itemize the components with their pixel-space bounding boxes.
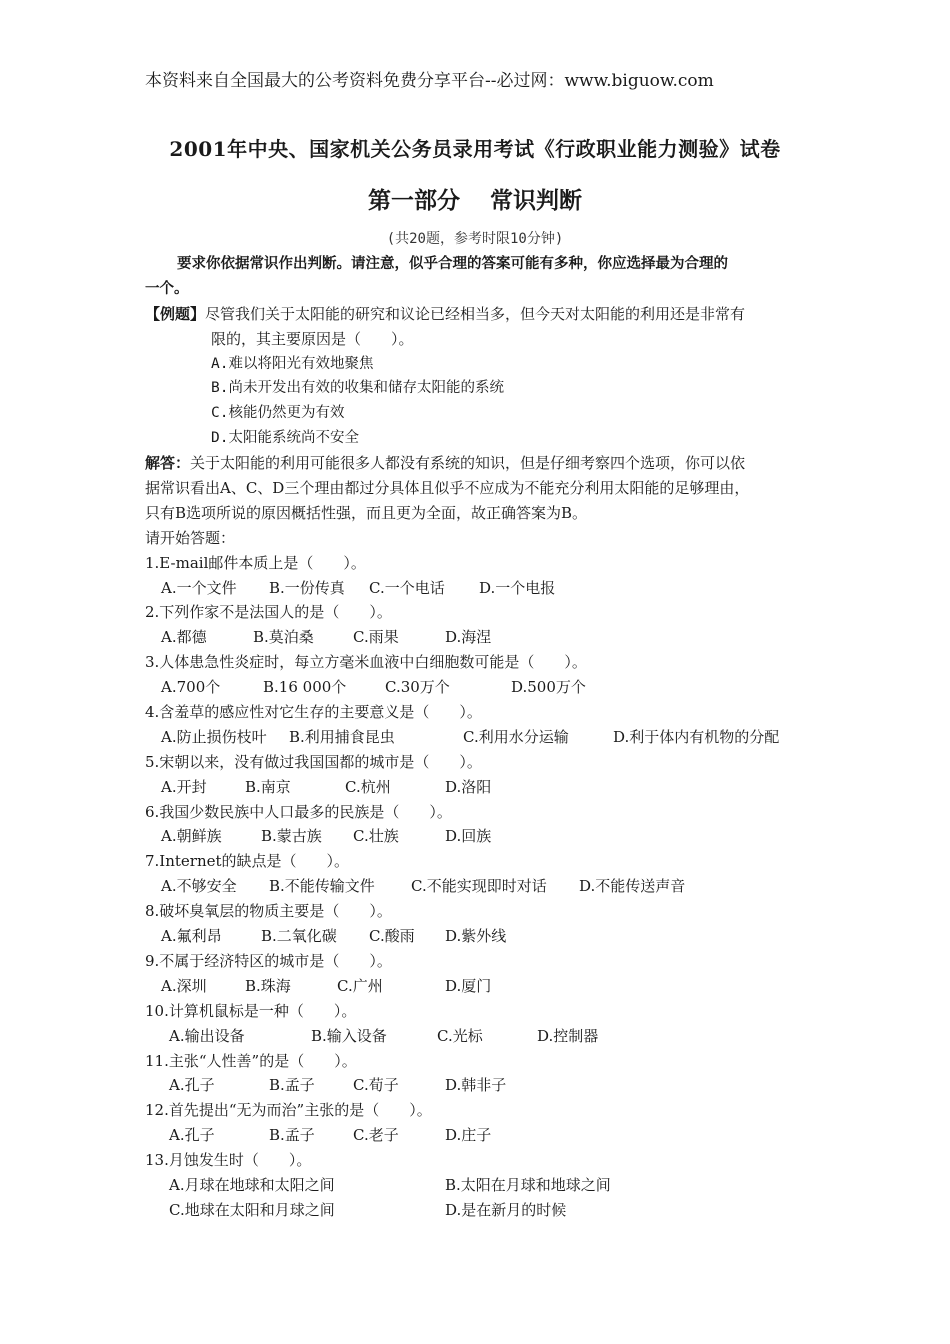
answer-label: 解答：	[145, 454, 191, 473]
question-stem: 7.Internet的缺点是（ ）。	[145, 852, 350, 871]
question-option: C.老子	[353, 1126, 399, 1145]
question-option: D.庄子	[445, 1126, 492, 1145]
question-option: B.利用捕食昆虫	[289, 727, 395, 746]
question-stem: 3.人体患急性炎症时，每立方毫米血液中白细胞数可能是（ ）。	[145, 653, 587, 672]
question-option: D.回族	[445, 827, 492, 846]
question-stem: 13.月蚀发生时（ ）。	[145, 1151, 312, 1170]
question-options	[145, 824, 810, 849]
answer-text-1: 关于太阳能的利用可能很多人都没有系统的知识，但是仔细考察四个选项，你可以依	[190, 454, 746, 473]
question-option: B.16 000个	[263, 678, 347, 697]
exam-title: 2001年中央、国家机关公务员录用考试《行政职业能力测验》试卷	[169, 137, 781, 161]
example-stem-line-2: 限的，其主要原因是（ ）。	[211, 329, 414, 348]
start-prompt: 请开始答题：	[145, 528, 236, 547]
question-option: A.一个文件	[161, 578, 237, 597]
question-option: C.地球在太阳和月球之间	[169, 1200, 335, 1219]
question-option: B.一份传真	[269, 578, 345, 597]
question-option: B.二氧化碳	[261, 927, 337, 946]
question-option: A.不够安全	[161, 877, 237, 896]
example-option: C.核能仍然更为有效	[211, 405, 345, 422]
question-options	[145, 725, 810, 750]
part-subtitle: (共20题，参考时限10分钟)	[386, 231, 564, 247]
question-option: D.一个电报	[479, 578, 556, 597]
question-option: A.月球在地球和太阳之间	[169, 1175, 335, 1194]
question-option: B.输入设备	[311, 1026, 387, 1045]
question-stem: 10.计算机鼠标是一种（ ）。	[145, 1001, 357, 1020]
question-option: C.30万个	[385, 678, 450, 697]
question-option: A.开封	[161, 777, 207, 796]
question-option: A.防止损伤枝叶	[161, 727, 267, 746]
question-option: C.光标	[437, 1026, 483, 1045]
question-option: C.荀子	[353, 1076, 399, 1095]
question-option: C.酸雨	[369, 927, 415, 946]
exam-body	[145, 252, 810, 1223]
part-title-name: 常识判断	[490, 188, 582, 214]
question-option: C.雨果	[353, 628, 399, 647]
question-option: D.是在新月的时候	[445, 1200, 567, 1219]
question-stem: 12.首先提出“无为而治”主张的是（ ）。	[145, 1101, 432, 1120]
question-option: D.500万个	[511, 678, 586, 697]
question-option: B.太阳在月球和地球之间	[445, 1175, 611, 1194]
question-option: B.南京	[245, 777, 291, 796]
question-options	[145, 924, 810, 949]
answer-line-1	[145, 451, 810, 476]
question-option: B.孟子	[269, 1126, 315, 1145]
question-option: C.广州	[337, 976, 383, 995]
part-title	[0, 182, 950, 215]
question-option: B.莫泊桑	[253, 628, 314, 647]
question-stem: 11.主张“人性善”的是（ ）。	[145, 1051, 357, 1070]
answer-line-3: 只有B选项所说的原因概括性强，而且更为全面，故正确答案为B。	[145, 503, 588, 522]
example-option: D.太阳能系统尚不安全	[211, 430, 359, 447]
answer-line-2: 据常识看出A、C、D三个理由都过分具体且似乎不应成为不能充分利用太阳能的足够理由，	[145, 479, 750, 498]
part-title-number: 第一部分	[368, 188, 460, 214]
question-stem: 4.含羞草的感应性对它生存的主要意义是（ ）。	[145, 703, 482, 722]
question-options	[145, 874, 810, 899]
question-option: D.紫外线	[445, 927, 507, 946]
question-option: C.壮族	[353, 827, 399, 846]
question-options	[145, 1123, 810, 1148]
question-option: C.不能实现即时对话	[411, 877, 547, 896]
question-options	[145, 974, 810, 999]
question-stem: 6.我国少数民族中人口最多的民族是（ ）。	[145, 802, 452, 821]
question-stem: 8.破坏臭氧层的物质主要是（ ）。	[145, 902, 392, 921]
question-stem: 1.E-mail邮件本质上是（ ）。	[145, 553, 366, 572]
question-option: A.孔子	[169, 1126, 215, 1145]
instructions-line-1: 要求你依据常识作出判断。请注意，似乎合理的答案可能有多种，你应选择最为合理的	[177, 256, 728, 272]
question-options	[145, 675, 810, 700]
question-options	[145, 1073, 810, 1098]
question-stem: 2.下列作家不是法国人的是（ ）。	[145, 603, 392, 622]
example-stem-text-1: 尽管我们关于太阳能的研究和议论已经相当多，但今天对太阳能的利用还是非常有	[205, 304, 746, 323]
question-option: D.韩非子	[445, 1076, 507, 1095]
question-option: D.洛阳	[445, 777, 492, 796]
example-option: B.尚未开发出有效的收集和储存太阳能的系统	[211, 380, 504, 397]
question-option: A.朝鲜族	[161, 827, 222, 846]
question-option: C.利用水分运输	[463, 727, 569, 746]
question-list	[145, 551, 810, 1223]
example-option: A.难以将阳光有效地聚焦	[211, 355, 374, 372]
question-stem: 9.不属于经济特区的城市是（ ）。	[145, 951, 392, 970]
question-option: A.700个	[161, 678, 221, 697]
example-stem-line-1	[145, 302, 810, 327]
question-option: B.不能传输文件	[269, 877, 375, 896]
question-option: D.海涅	[445, 628, 492, 647]
source-header: 本资料来自全国最大的公考资料免费分享平台--必过网：www.biguow.com	[145, 71, 714, 91]
question-options	[145, 1024, 810, 1049]
question-option: A.氟利昂	[161, 927, 222, 946]
question-option: C.杭州	[345, 777, 391, 796]
question-option: D.不能传送声音	[579, 877, 686, 896]
question-option: B.孟子	[269, 1076, 315, 1095]
question-options	[145, 775, 810, 800]
question-stem: 5.宋朝以来，没有做过我国国都的城市是（ ）。	[145, 752, 482, 771]
question-options	[145, 1198, 810, 1223]
question-option: B.蒙古族	[261, 827, 322, 846]
question-options	[145, 576, 810, 601]
question-options	[145, 1173, 810, 1198]
question-option: D.控制器	[537, 1026, 599, 1045]
question-option: A.孔子	[169, 1076, 215, 1095]
question-option: A.都德	[161, 628, 207, 647]
question-option: A.输出设备	[169, 1026, 245, 1045]
question-options	[145, 625, 810, 650]
instructions-line-2: 一个。	[145, 280, 189, 297]
example-label: 【例题】	[145, 304, 206, 323]
question-option: D.厦门	[445, 976, 492, 995]
question-option: C.一个电话	[369, 578, 445, 597]
question-option: B.珠海	[245, 976, 291, 995]
question-option: A.深圳	[161, 976, 207, 995]
question-option: D.利于体内有机物的分配	[613, 727, 780, 746]
